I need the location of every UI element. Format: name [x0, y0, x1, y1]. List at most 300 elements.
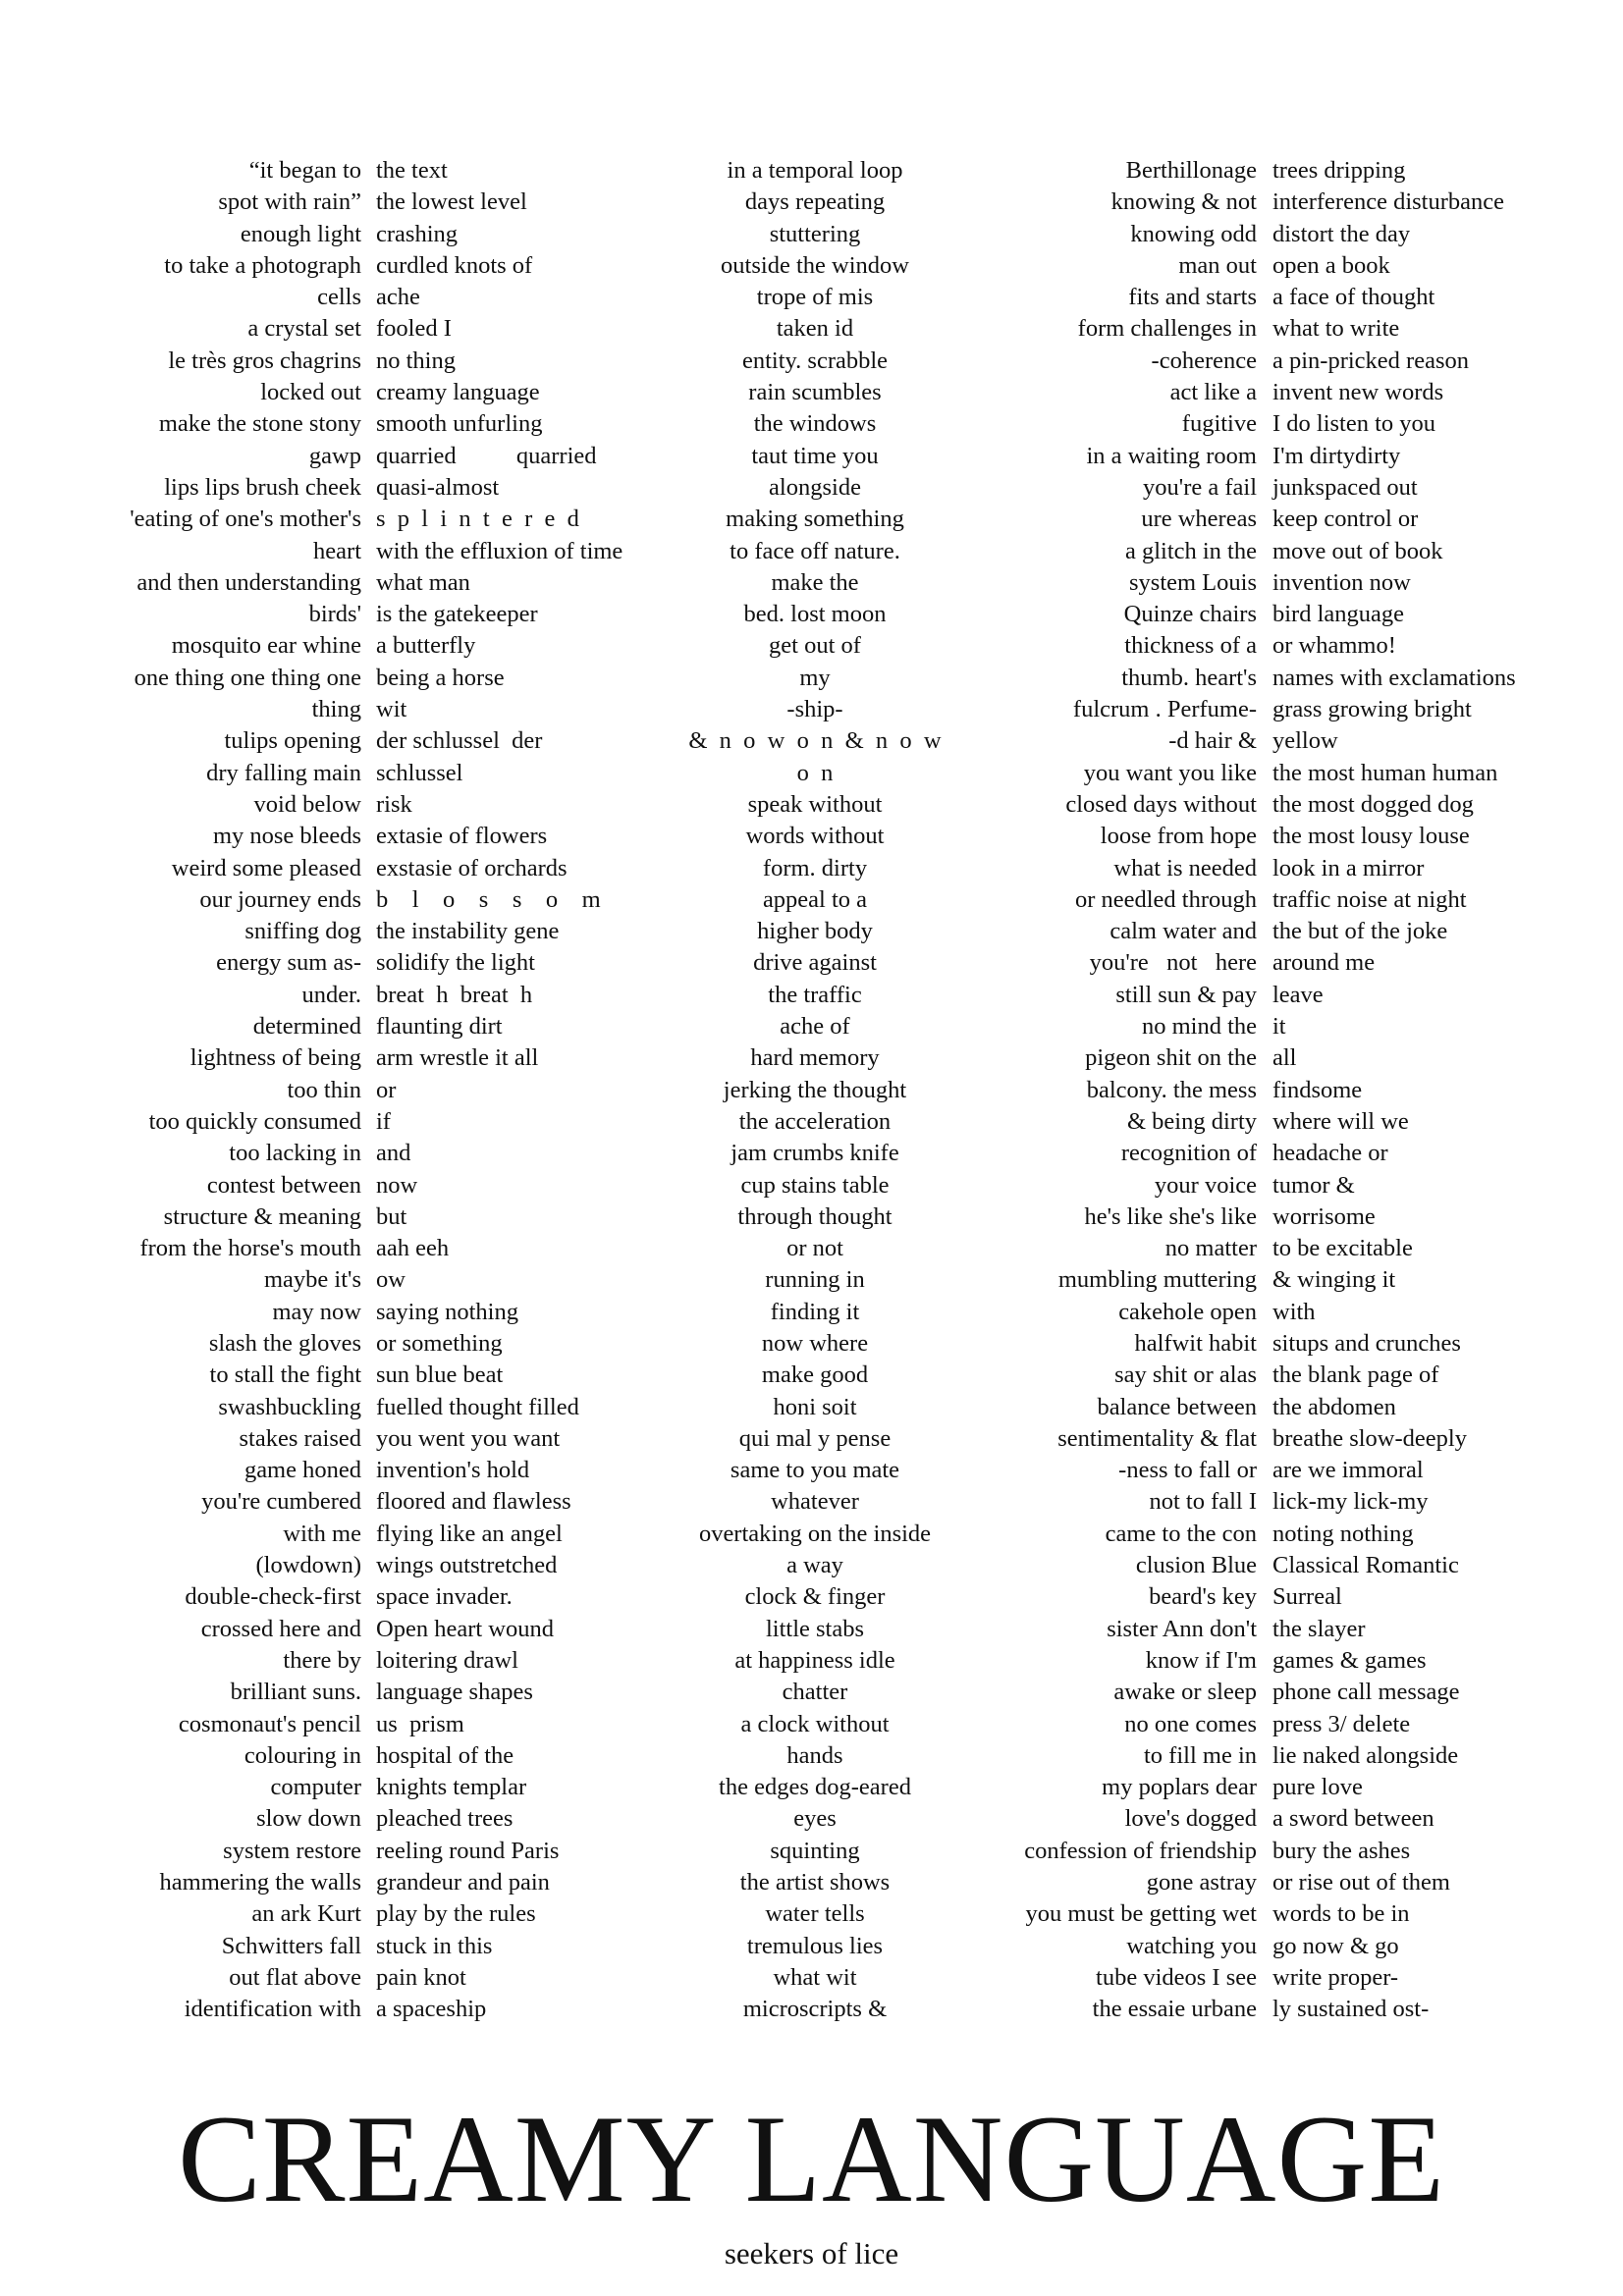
poem-line: look in a mirror [1272, 854, 1425, 881]
poem-line: extasie of flowers [376, 823, 548, 850]
poem-line: aah eeh [376, 1235, 450, 1262]
poem-line: pain knot [376, 1963, 466, 1991]
poem-line: loitering drawl [376, 1646, 518, 1674]
poem-line: with the effluxion of time [376, 537, 623, 564]
poem-line: stuttering [769, 220, 861, 247]
poem-line: halfwit habit [1134, 1329, 1257, 1357]
poem-line: act like a [1169, 379, 1257, 406]
poem-line: higher body [757, 918, 873, 945]
page-title: CREAMY LANGUAGE [178, 2091, 1445, 2228]
poem-line: to be excitable [1272, 1235, 1413, 1262]
poem-line: interference disturbance [1272, 188, 1505, 216]
poem-line: a sword between [1272, 1805, 1434, 1833]
poem-line: jerking the thought [723, 1076, 907, 1103]
poem-line: tube videos I see [1096, 1963, 1257, 1991]
poem-line: void below [253, 790, 361, 818]
poem-line: the text [376, 157, 448, 184]
poem-line: le très gros chagrins [168, 347, 361, 374]
poem-line: junkspaced out [1272, 473, 1418, 501]
poem-line: he's like she's like [1084, 1202, 1257, 1230]
poem-line: a crystal set [247, 315, 361, 343]
poem-line: noting nothing [1272, 1520, 1414, 1547]
poem-line: all [1272, 1044, 1297, 1072]
poem-line: knights templar [376, 1774, 527, 1801]
poem-line: sentimentality & flat [1057, 1424, 1257, 1452]
poem-line: the instability gene [376, 918, 560, 945]
poem-line: leave [1272, 981, 1324, 1008]
poem-line: a glitch in the [1124, 537, 1257, 564]
poem-line: slow down [256, 1805, 361, 1833]
poem-line: now where [761, 1329, 869, 1357]
poem-line: & being dirty [1126, 1107, 1257, 1135]
poem-line: too quickly consumed [148, 1107, 361, 1135]
poem-line: in a temporal loop [727, 157, 903, 184]
poem-line: if [376, 1107, 391, 1135]
poem-column-5 [1272, 155, 1587, 2026]
poem-line: sun blue beat [376, 1362, 504, 1389]
poem-line: ache [376, 284, 420, 311]
poem-line: dry falling main [206, 759, 361, 786]
poem-line: the artist shows [739, 1869, 891, 1896]
poem-line: words to be in [1272, 1900, 1410, 1928]
poem-line: my [799, 664, 831, 691]
poem-line: swashbuckling [218, 1393, 361, 1420]
poem-line: heart [313, 537, 361, 564]
poem-line: fugitive [1181, 410, 1257, 438]
poem-line: write proper- [1272, 1963, 1399, 1991]
poem-line: smooth unfurling [376, 410, 543, 438]
poem-line: fooled I [376, 315, 452, 343]
poem-line: stuck in this [376, 1932, 493, 1959]
poem-line: at happiness idle [734, 1646, 895, 1674]
poem-line: mosquito ear whine [171, 632, 361, 660]
poem-line: (lowdown) [255, 1552, 361, 1579]
poem-line: contest between [206, 1171, 361, 1199]
poem-line: balance between [1097, 1393, 1257, 1420]
poem-line: know if I'm [1145, 1646, 1257, 1674]
poem-line: form. dirty [762, 854, 868, 881]
poem-line: saying nothing [376, 1298, 518, 1325]
poem-line: balcony. the mess [1086, 1076, 1257, 1103]
poem-line: I'm dirtydirty [1272, 442, 1401, 469]
poem-line: what wit [773, 1963, 857, 1991]
poem-line: watching you [1126, 1932, 1257, 1959]
poem-line: us prism [376, 1710, 464, 1737]
poem-line: wings outstretched [376, 1552, 558, 1579]
poem-line: or whammo! [1272, 632, 1396, 660]
poem-line: to take a photograph [164, 251, 361, 279]
page-subtitle: seekers of lice [724, 2236, 899, 2270]
poem-line: one thing one thing one [134, 664, 361, 691]
poem-line: the but of the joke [1272, 918, 1448, 945]
poem-line: grandeur and pain [376, 1869, 550, 1896]
poem-line: solidify the light [376, 949, 535, 977]
poem-column-4 [972, 155, 1257, 2026]
poem-line: weird some pleased [171, 854, 361, 881]
poem-line: b l o s s o m [376, 885, 601, 913]
poem-line: der schlussel der [376, 727, 543, 755]
poem-line: structure & meaning [163, 1202, 361, 1230]
poem-line: form challenges in [1077, 315, 1257, 343]
poem-line: jam crumbs knife [730, 1140, 899, 1167]
poem-line: awake or sleep [1113, 1679, 1257, 1706]
poem-line: computer [270, 1774, 361, 1801]
poem-line: clock & finger [744, 1583, 886, 1611]
poem-line: tremulous lies [746, 1932, 884, 1959]
poem-line: chatter [782, 1679, 848, 1706]
poem-line: stakes raised [239, 1424, 361, 1452]
poem-line: the windows [753, 410, 877, 438]
poem-line: where will we [1272, 1107, 1409, 1135]
poem-line: no mind the [1141, 1013, 1257, 1041]
poem-line: keep control or [1272, 506, 1419, 533]
poem-column-2 [376, 155, 671, 2026]
poem-line: pigeon shit on the [1085, 1044, 1257, 1072]
poem-line: the edges dog-eared [719, 1774, 911, 1801]
poem-line: are we immoral [1272, 1457, 1424, 1484]
poem-line: invention now [1272, 568, 1411, 596]
poem-line: speak without [747, 790, 883, 818]
poem-line: tulips opening [224, 727, 361, 755]
poem-line: flying like an angel [376, 1520, 563, 1547]
poem-line: headache or [1272, 1140, 1388, 1167]
poem-line: birds' [308, 601, 361, 628]
poem-line: or rise out of them [1272, 1869, 1450, 1896]
poem-line: move out of book [1272, 537, 1443, 564]
poem-line: Quinze chairs [1123, 601, 1257, 628]
poem-line: o n [796, 759, 834, 786]
poem-line: and [376, 1140, 411, 1167]
poem-line: risk [376, 790, 412, 818]
poem-line: worrisome [1272, 1202, 1376, 1230]
poem-line: our journey ends [199, 885, 361, 913]
poem-line: my nose bleeds [212, 823, 361, 850]
poem-line: the most human human [1272, 759, 1498, 786]
poem-line: my poplars dear [1102, 1774, 1257, 1801]
poem-line: thickness of a [1124, 632, 1257, 660]
poem-line: you're a fail [1143, 473, 1257, 501]
poem-line: Classical Romantic [1272, 1552, 1459, 1579]
poem-line: quarried quarried [376, 442, 597, 469]
poem-line: hammering the walls [159, 1869, 361, 1896]
poem-line: locked out [260, 379, 361, 406]
poem-line: Surreal [1272, 1583, 1342, 1611]
poem-line: with [1272, 1298, 1316, 1325]
poem-line: you want you like [1083, 759, 1257, 786]
poem-line: energy sum as- [216, 949, 361, 977]
poem-line: cosmonaut's pencil [178, 1710, 361, 1737]
poem-line: your voice [1154, 1171, 1257, 1199]
poem-line: overtaking on the inside [698, 1520, 932, 1547]
poem-line: calm water and [1109, 918, 1257, 945]
poem-line: bed. lost moon [743, 601, 887, 628]
poem-line: cakehole open [1118, 1298, 1257, 1325]
poem-line: 'eating of one's mother's [130, 506, 361, 533]
poem-line: play by the rules [376, 1900, 536, 1928]
poem-line: came to the con [1105, 1520, 1257, 1547]
poem-line: floored and flawless [376, 1488, 571, 1516]
poem-line: identification with [184, 1996, 361, 2023]
poem-line: confession of friendship [1024, 1837, 1257, 1864]
poem-line: love's dogged [1124, 1805, 1257, 1833]
poem-line: curdled knots of [376, 251, 533, 279]
poem-line: eyes [793, 1805, 837, 1833]
poem-line: qui mal y pense [738, 1424, 892, 1452]
poem-line: ow [376, 1266, 406, 1294]
poem-line: an ark Kurt [251, 1900, 361, 1928]
poem-line: what man [376, 568, 470, 596]
poem-line: system Louis [1129, 568, 1257, 596]
poem-line: ly sustained ost- [1272, 1996, 1430, 2023]
poem-line: crossed here and [200, 1615, 361, 1642]
poem-line: words without [745, 823, 885, 850]
poem-line: yellow [1272, 727, 1338, 755]
poem-line: the abdomen [1272, 1393, 1396, 1420]
poem-line: grass growing bright [1272, 696, 1472, 723]
poem-line: make the [771, 568, 859, 596]
poem-line: a pin-pricked reason [1272, 347, 1469, 374]
poem-line: invention's hold [376, 1457, 530, 1484]
poem-line: I do listen to you [1272, 410, 1436, 438]
poem-line: you're cumbered [201, 1488, 361, 1516]
poem-line: gawp [308, 442, 361, 469]
poem-line: from the horse's mouth [139, 1235, 361, 1262]
poem-line: the most dogged dog [1272, 790, 1474, 818]
poem-line: taken id [776, 315, 854, 343]
poem-line: whatever [771, 1488, 859, 1516]
poem-line: trope of mis [756, 284, 874, 311]
poem-line: -ness to fall or [1118, 1457, 1257, 1484]
poem-line: crashing [376, 220, 458, 247]
poem-line: Open heart wound [376, 1615, 554, 1642]
poem-line: is the gatekeeper [376, 601, 538, 628]
poem-line: drive against [753, 949, 877, 977]
poem-line: games & games [1272, 1646, 1427, 1674]
poem-line: invent new words [1272, 379, 1444, 406]
poem-line: under. [301, 981, 361, 1008]
poem-line: mumbling muttering [1057, 1266, 1257, 1294]
poem-line: -d hair & [1168, 727, 1257, 755]
poem-line: breathe slow-deeply [1272, 1424, 1467, 1452]
poem-line: but [376, 1202, 407, 1230]
poem-line: or not [786, 1235, 843, 1262]
poem-line: being a horse [376, 664, 505, 691]
poem-line: now [376, 1171, 418, 1199]
poem-line: double-check-first [185, 1583, 361, 1611]
poem-line: arm wrestle it all [376, 1044, 539, 1072]
poem-line: cells [317, 284, 361, 311]
poem-line: alongside [769, 473, 861, 501]
poem-line: make good [761, 1362, 869, 1389]
poem-line: too thin [287, 1076, 361, 1103]
poem-line: squinting [770, 1837, 860, 1864]
poem-line: no thing [376, 347, 456, 374]
poem-line: knowing odd [1130, 220, 1257, 247]
poem-line: little stabs [765, 1615, 865, 1642]
poem-line: you're not here [1089, 949, 1257, 977]
poem-line: -coherence [1151, 347, 1257, 374]
poem-line: colouring in [243, 1741, 361, 1769]
poem-line: not to fall I [1149, 1488, 1257, 1516]
poem-line: pleached trees [376, 1805, 514, 1833]
poem-line: exstasie of orchards [376, 854, 568, 881]
poem-line: s p l i n t e r e d [376, 506, 579, 533]
poem-line: there by [283, 1646, 361, 1674]
poem-line: the slayer [1272, 1615, 1366, 1642]
poem-line: Berthillonage [1125, 157, 1257, 184]
poem-line: lightness of being [189, 1044, 361, 1072]
poem-line: -ship- [786, 696, 843, 723]
poem-line: findsome [1272, 1076, 1363, 1103]
poem-line: thumb. heart's [1121, 664, 1257, 691]
poem-line: & winging it [1272, 1266, 1396, 1294]
poem-line: lips lips brush cheek [164, 473, 361, 501]
poem-line: man out [1178, 251, 1257, 279]
poem-line: wit [376, 696, 407, 723]
poem-line: fulcrum . Perfume- [1072, 696, 1257, 723]
poem-line: to fill me in [1144, 1741, 1257, 1769]
poem-line: a way [786, 1552, 843, 1579]
poem-line: reeling round Paris [376, 1837, 560, 1864]
poem-line: thing [311, 696, 361, 723]
poem-line: sniffing dog [244, 918, 361, 945]
poem-line: taut time you [751, 442, 879, 469]
poem-line: ache of [780, 1013, 850, 1041]
poem-line: tumor & [1272, 1171, 1355, 1199]
poem-line: what to write [1272, 315, 1400, 343]
poem-line: loose from hope [1100, 823, 1257, 850]
poem-line: names with exclamations [1272, 664, 1516, 691]
poem-line: make the stone stony [158, 410, 361, 438]
poem-line: brilliant suns. [230, 1679, 361, 1706]
poem-line: hard memory [750, 1044, 880, 1072]
poem-line: it [1272, 1013, 1286, 1041]
poem-line: creamy language [376, 379, 540, 406]
poem-line: running in [765, 1266, 865, 1294]
poem-line: rain scumbles [748, 379, 882, 406]
poem-line: language shapes [376, 1679, 533, 1706]
poem-line: a clock without [740, 1710, 890, 1737]
poem-line: pure love [1272, 1774, 1363, 1801]
poem-line: enough light [240, 220, 361, 247]
poem-line: the lowest level [376, 188, 527, 216]
poem-line: say shit or alas [1114, 1362, 1257, 1389]
poem-line: a butterfly [376, 632, 476, 660]
poem-line: system restore [223, 1837, 361, 1864]
poem-line: in a waiting room [1086, 442, 1257, 469]
poem-line: you must be getting wet [1025, 1900, 1257, 1928]
poem-line: flaunting dirt [376, 1013, 503, 1041]
poem-line: hospital of the [376, 1741, 514, 1769]
poem-line: fits and starts [1128, 284, 1257, 311]
poem-line: go now & go [1272, 1932, 1399, 1959]
poem-line: trees dripping [1272, 157, 1406, 184]
poem-line: to stall the fight [209, 1362, 361, 1389]
poem-line: open a book [1272, 251, 1390, 279]
poem-line: water tells [765, 1900, 865, 1928]
poem-line: the traffic [768, 981, 862, 1008]
poem-line: lick-my lick-my [1272, 1488, 1429, 1516]
poem-line: the blank page of [1272, 1362, 1439, 1389]
poem-line: bury the ashes [1272, 1837, 1411, 1864]
poem-line: making something [726, 506, 904, 533]
poem-line: or [376, 1076, 397, 1103]
poem-line: schlussel [376, 759, 463, 786]
poem-line: quasi-almost [376, 473, 500, 501]
poem-line: a face of thought [1272, 284, 1435, 311]
poem-line: or something [376, 1329, 503, 1357]
poem-line: traffic noise at night [1272, 885, 1467, 913]
poem-line: you went you want [376, 1424, 561, 1452]
poem-line: outside the window [721, 251, 909, 279]
poem-line: what is needed [1113, 854, 1257, 881]
poem-line: recognition of [1120, 1140, 1257, 1167]
poem-line: get out of [769, 632, 861, 660]
poem-line: slash the gloves [208, 1329, 361, 1357]
poem-line: may now [272, 1298, 361, 1325]
poem-line: ure whereas [1141, 506, 1257, 533]
poem-line: microscripts & [742, 1996, 888, 2023]
poem-line: gone astray [1146, 1869, 1257, 1896]
poem-line: sister Ann don't [1107, 1615, 1257, 1642]
poem-line: to face off nature. [730, 537, 900, 564]
poem-line: space invader. [376, 1583, 513, 1611]
poem-line: clusion Blue [1135, 1552, 1257, 1579]
poem-line: finding it [770, 1298, 860, 1325]
poem-line: no matter [1164, 1235, 1257, 1262]
poem-line: breat h breat h [376, 981, 533, 1008]
poem-column-3 [668, 155, 962, 2026]
poem-line: phone call message [1272, 1679, 1460, 1706]
poem-line: hands [786, 1741, 843, 1769]
poem-line: still sun & pay [1115, 981, 1257, 1008]
poem-line: situps and crunches [1272, 1329, 1461, 1357]
poem-line: distort the day [1272, 220, 1411, 247]
poem-line: cup stains table [740, 1171, 890, 1199]
poem-line: press 3/ delete [1272, 1710, 1411, 1737]
poem-column-1 [59, 155, 361, 2026]
poem-line: honi soit [773, 1393, 857, 1420]
poem-line: with me [283, 1520, 361, 1547]
poem-line: days repeating [744, 188, 886, 216]
poem-line: fuelled thought filled [376, 1393, 579, 1420]
poem-line: the essaie urbane [1092, 1996, 1257, 2023]
poem-line: Schwitters fall [221, 1932, 361, 1959]
poem-line: bird language [1272, 601, 1405, 628]
poem-line: closed days without [1065, 790, 1257, 818]
poem-line: through thought [737, 1202, 893, 1230]
poem-line: determined [252, 1013, 361, 1041]
poem-line: “it began to [248, 157, 361, 184]
poem-line: & n o w o n & n o w [688, 727, 942, 755]
poem-line: and then understanding [136, 568, 361, 596]
poem-line: the most lousy louse [1272, 823, 1470, 850]
poem-line: appeal to a [762, 885, 868, 913]
poem-line: entity. scrabble [741, 347, 889, 374]
poem-line: game honed [243, 1457, 361, 1484]
poem-line: lie naked alongside [1272, 1741, 1459, 1769]
poem-line: too lacking in [229, 1140, 361, 1167]
poem-line: around me [1272, 949, 1376, 977]
poem-line: no one comes [1124, 1710, 1257, 1737]
poem-line: out flat above [229, 1963, 361, 1991]
poem-line: maybe it's [264, 1266, 361, 1294]
poem-line: beard's key [1149, 1583, 1257, 1611]
poem-line: a spaceship [376, 1996, 487, 2023]
poem-line: or needled through [1074, 885, 1257, 913]
poem-line: spot with rain” [218, 188, 361, 216]
poem-line: knowing & not [1110, 188, 1257, 216]
